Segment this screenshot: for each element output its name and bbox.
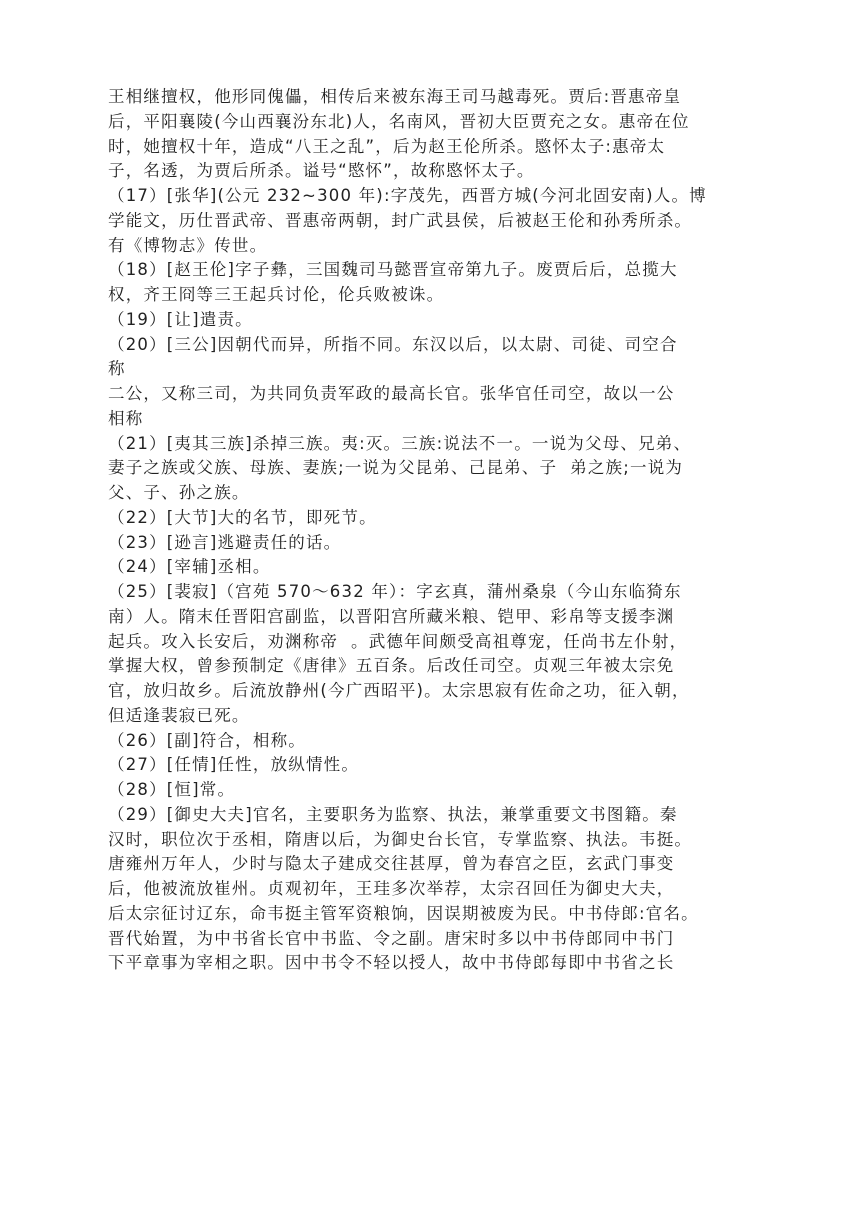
note-25: （25）[裴寂]（宫苑 570～632 年）：字玄真，蒲州桑泉（今山东临猗东 xyxy=(108,582,682,601)
text-line: 父、子、孙之族。 xyxy=(108,483,250,502)
text-line: 权，齐王冏等三王起兵讨伦，伦兵败被诛。 xyxy=(108,285,445,304)
text-line: 但适逢裴寂已死。 xyxy=(108,705,250,725)
note-19: （19）[让]遣责。 xyxy=(108,309,253,329)
note-24: （24）[宰辅]丞相。 xyxy=(108,557,271,577)
text-line: 掌握大权，曾参预制定《唐律》五百条。后改任司空。贞观三年被太宗免 xyxy=(108,656,675,676)
text-line: 下平章事为宰相之职。因中书令不轻以授人，故中书侍郎每即中书省之长 xyxy=(108,953,675,973)
text-line: 后，平阳襄陵(今山西襄汾东北)人，名南风，晋初大臣贾充之女。惠帝在位 xyxy=(108,111,690,131)
text-line: 学能文，历仕晋武帝、晋惠帝两朝，封广武县侯，后被赵王伦和孙秀所杀。 xyxy=(108,210,693,230)
text-line: 晋代始置，为中书省长官中书监、令之副。唐宋时多以中书侍郎同中书门 xyxy=(108,928,675,948)
note-29: （29）[御史大夫]官名，主要职务为监察、执法，兼掌重要文书图籍。秦 xyxy=(108,804,678,824)
note-27: （27）[任情]任性，放纵情性。 xyxy=(108,755,360,775)
text-line: 汉时，职位次于丞相，隋唐以后，为御史台长官，专掌监察、执法。韦挺。 xyxy=(108,829,693,849)
note-18: （18）[赵王伦]字子彝，三国魏司马懿晋宣帝第九子。废贾后后，总揽大 xyxy=(108,260,678,280)
note-17: （17）[张华](公元 232~300 年):字茂先，西晋方城(今河北固安南)人。博 xyxy=(108,186,707,205)
note-23: （23）[逊言]逃避责任的话。 xyxy=(108,532,342,552)
note-26: （26）[副]符合，相称。 xyxy=(108,730,306,750)
text-line: 相称 xyxy=(108,408,144,428)
note-28: （28）[恒]常。 xyxy=(108,780,236,799)
text-line: 二公，又称三司，为共同负责军政的最高长官。张华官任司空，故以一公 xyxy=(108,384,675,403)
text-line: 妻子之族或父族、母族、妻族;一说为父昆弟、己昆弟、子 弟之族;一说为 xyxy=(108,458,684,478)
body-text xyxy=(108,85,758,976)
text-line: 南）人。隋末任晋阳宫副监，以晋阳宫所藏米粮、铠甲、彩帛等支援李渊 xyxy=(108,606,675,626)
text-line: 称 xyxy=(108,359,126,379)
text-line: 官，放归故乡。后流放静州(今广西昭平)。太宗思寂有佐命之功，征入朝， xyxy=(108,681,690,700)
text-line: 有《博物志》传世。 xyxy=(108,235,268,255)
text-line: 子，名透，为贾后所杀。谥号“愍怀”，故称愍怀太子。 xyxy=(108,161,535,181)
text-line: 唐雍州万年人，少时与隐太子建成交往甚厚，曾为春宫之臣，玄武门事变 xyxy=(108,854,675,874)
text-line: 后，他被流放崔州。贞观初年，王珪多次举荐，太宗召回任为御史大夫， xyxy=(108,879,675,898)
note-20: （20）[三公]因朝代而异，所指不同。东汉以后，以太尉、司徒、司空合 xyxy=(108,334,678,354)
note-22: （22）[大节]大的名节，即死节。 xyxy=(108,507,377,527)
text-line: 起兵。攻入长安后，劝渊称帝 。武德年间颇受高祖尊宠，任尚书左仆射， xyxy=(108,631,688,651)
text-line: 王相继擅权，他形同傀儡，相传后来被东海王司马越毒死。贾后:晋惠帝皇 xyxy=(108,87,682,106)
note-21: （21）[夷其三族]杀掉三族。夷:灭。三族:说法不一。一说为父母、兄弟、 xyxy=(108,433,692,453)
text-line: 后太宗征讨辽东，命韦挺主管军资粮饷，因误期被废为民。中书侍郎:官名。 xyxy=(108,903,699,923)
text-line: 时，她擅权十年，造成“八王之乱”，后为赵王伦所杀。愍怀太子:惠帝太 xyxy=(108,136,666,156)
